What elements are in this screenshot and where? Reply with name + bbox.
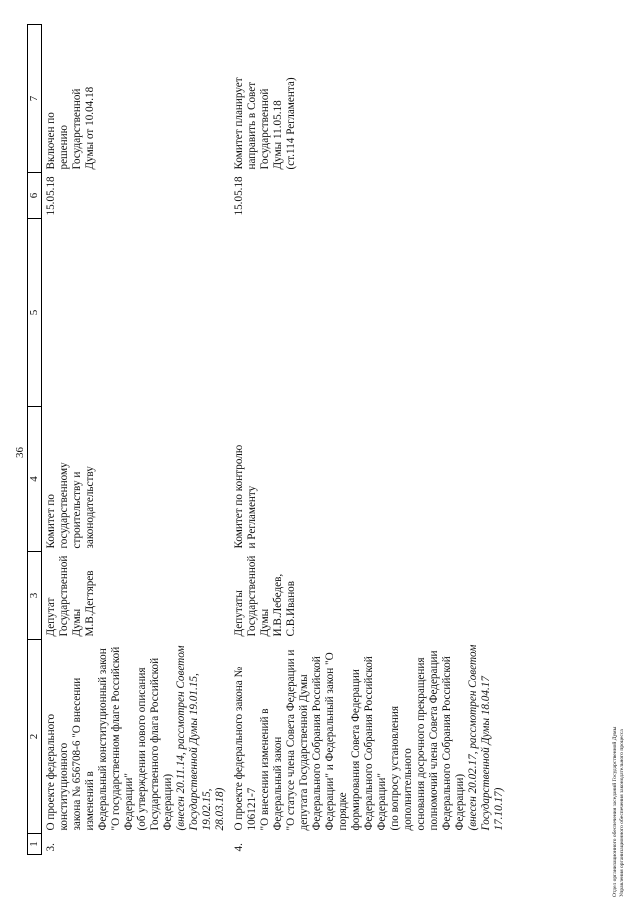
text-line: Федерации"	[123, 773, 135, 831]
text-line: закона № 656708-6 "О внесении изменений в	[71, 677, 96, 831]
empty-cell	[230, 219, 506, 407]
column-header: 6	[28, 173, 42, 219]
bill-description	[230, 640, 506, 834]
text-line: (по вопросу установления дополнительного	[389, 706, 414, 831]
note-line: (внесен 20.11.14, рассмотрен Советом	[175, 645, 187, 831]
bills-table	[27, 24, 506, 855]
review-date: 15.05.18	[233, 176, 245, 216]
note-line: 28.03.18)	[214, 787, 226, 831]
page-number: 36	[14, 447, 26, 458]
text-line: М.В.Дегтярев	[84, 570, 96, 637]
text-line: депутата Государственной Думы	[298, 674, 310, 831]
text-line: направить в Совет	[246, 81, 258, 170]
text-line: Государственной	[58, 555, 70, 637]
text-line: (об утверждении нового описания	[136, 667, 148, 831]
table-row	[230, 25, 506, 855]
bill-description	[42, 640, 231, 834]
column-numbers-row	[28, 25, 42, 855]
text-line: Государственного флага Российской	[149, 657, 161, 831]
text-line: законодательству	[84, 466, 96, 549]
text-line: полномочий члена Совета Федерации	[428, 650, 440, 831]
text-line: (ст.114 Регламента)	[285, 77, 297, 170]
bill-status	[42, 25, 231, 173]
text-line: Думы 11.05.18	[272, 100, 284, 170]
note-line: Государственной Думы 19.01.15, 19.02.15,	[188, 673, 213, 831]
column-header: 5	[28, 219, 42, 407]
text-line: Федерального Собрания Российской	[363, 656, 375, 831]
text-line: государственному	[58, 462, 70, 549]
responsible-committee	[230, 407, 506, 552]
text-line: Федерации)	[162, 773, 174, 831]
text-line: О проекте федерального закона № 106121-7	[233, 666, 258, 831]
row-number: 3.	[45, 843, 57, 852]
text-line: строительству и	[71, 471, 83, 549]
review-date: 15.05.18	[45, 176, 57, 216]
text-line: Государственной	[71, 88, 83, 170]
text-line: "О внесении изменений в Федеральный закон	[259, 708, 284, 831]
bill-status	[230, 25, 506, 173]
text-line: Государственной	[259, 88, 271, 170]
text-line: Федерации"	[376, 773, 388, 831]
table-row	[42, 25, 231, 855]
text-line: Комитет по	[45, 494, 57, 549]
footer-line: Отдел организационного обеспечения заседаний Государственной Думы	[612, 726, 618, 897]
text-line: Депутат	[45, 597, 57, 637]
text-line: Государственной	[246, 555, 258, 637]
text-line: Комитет по контролю	[233, 444, 245, 549]
bill-initiator	[42, 552, 231, 640]
text-line: О проекте федерального конституционного	[45, 713, 70, 831]
empty-cell	[42, 219, 231, 407]
text-line: решению	[58, 125, 70, 170]
column-header: 2	[28, 640, 42, 834]
text-line: Думы от 10.04.18	[84, 86, 96, 170]
note-line: Государственной Думы 18.04.17 17.10.17)	[480, 676, 505, 831]
text-line: и Регламенту	[246, 485, 258, 549]
text-line: Федерального Собрания Российской	[441, 656, 453, 831]
column-header: 1	[28, 834, 42, 855]
text-line: Федерального Собрания Российской	[311, 656, 323, 831]
footer-line: Управления организационного обеспечения законодательного процесса	[619, 729, 625, 897]
responsible-committee	[42, 407, 231, 552]
text-line: И.В.Лебедев,	[272, 573, 284, 637]
text-line: формирования Совета Федерации	[350, 669, 362, 831]
text-line: Федерации)	[454, 773, 466, 831]
column-header: 3	[28, 552, 42, 640]
text-line: "О государственном флаге Российской	[110, 646, 122, 831]
column-header: 7	[28, 25, 42, 173]
column-header: 4	[28, 407, 42, 552]
bill-initiator	[230, 552, 506, 640]
text-line: Комитет планирует	[233, 77, 245, 170]
note-line: (внесен 20.02.17, рассмотрен Советом	[467, 644, 479, 831]
text-line: С.В.Иванов	[285, 580, 297, 637]
text-line: Депутаты	[233, 590, 245, 637]
text-line: Думы	[259, 608, 271, 637]
text-line: Включен по	[45, 112, 57, 170]
text-line: "О статусе члена Совета Федерации и	[285, 649, 297, 831]
document-footer	[612, 727, 626, 897]
text-line: Думы	[71, 608, 83, 637]
text-line: основания досрочного прекращения	[415, 657, 427, 831]
text-line: Федеральный конституционный закон	[97, 648, 109, 831]
text-line: Федерации" и Федеральный закон "О порядке	[324, 652, 349, 831]
row-number: 4.	[233, 843, 245, 852]
